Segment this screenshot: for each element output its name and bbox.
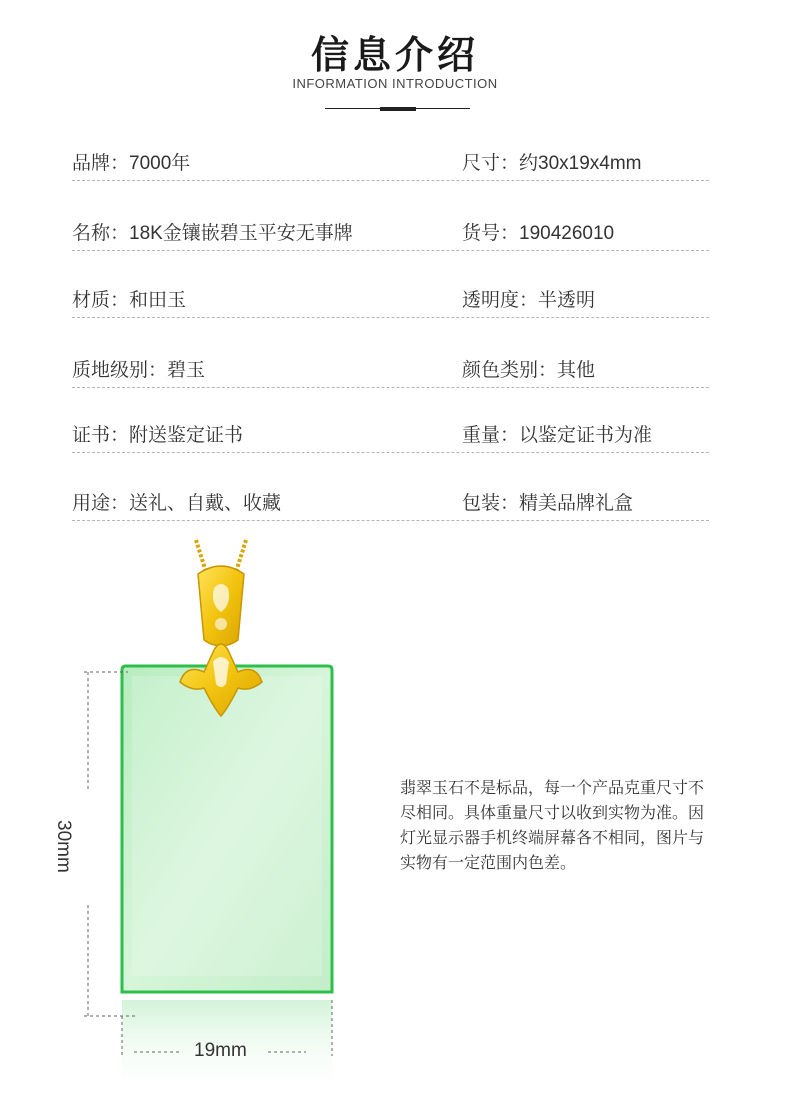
width-dimension-label: 19mm bbox=[194, 1040, 247, 1061]
spec-row-usage bbox=[72, 488, 709, 521]
spec-usage: 用途：送礼、自戴、收藏 bbox=[72, 493, 282, 514]
height-dimension-label: 30mm bbox=[53, 820, 74, 873]
spec-transparency: 透明度：半透明 bbox=[462, 290, 596, 311]
title-divider-accent bbox=[380, 107, 416, 111]
product-note: 翡翠玉石不是标品，每一个产品克重尺寸不尽相同。具体重量尺寸以收到实物为准。因灯光显示器手机终端屏幕各不相同，图片与实物有一定范围内色差。 bbox=[400, 780, 705, 872]
jade-plaque-highlight bbox=[132, 676, 322, 976]
spec-size: 尺寸：约30x19x4mm bbox=[462, 153, 642, 174]
page-title: 信息介绍 bbox=[310, 32, 479, 77]
spec-item-number: 货号：190426010 bbox=[462, 223, 615, 244]
spec-certificate: 证书：附送鉴定证书 bbox=[72, 425, 244, 446]
spec-row-quality bbox=[72, 355, 709, 388]
spec-name: 名称：18K金镶嵌碧玉平安无事牌 bbox=[72, 223, 353, 244]
spec-packaging: 包装：精美品牌礼盒 bbox=[462, 493, 634, 514]
page-subtitle: INFORMATION INTRODUCTION bbox=[292, 76, 498, 91]
spec-row-certificate bbox=[72, 420, 709, 453]
spec-row-name bbox=[72, 218, 709, 251]
spec-brand: 品牌：7000年 bbox=[72, 153, 191, 174]
gold-bail bbox=[198, 566, 244, 646]
spec-row-brand bbox=[72, 148, 709, 181]
spec-color-category: 颜色类别：其他 bbox=[462, 360, 596, 381]
spec-weight: 重量：以鉴定证书为准 bbox=[462, 425, 653, 446]
spec-row-material bbox=[72, 285, 709, 318]
spec-material: 材质：和田玉 bbox=[72, 290, 187, 311]
spec-quality-grade: 质地级别：碧玉 bbox=[72, 360, 206, 381]
